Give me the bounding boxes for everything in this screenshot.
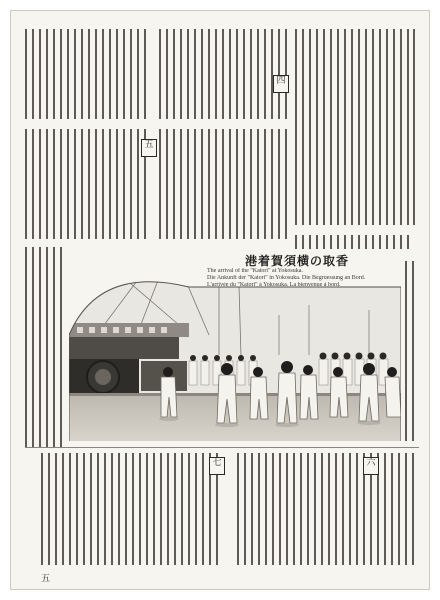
section-numeral: 七: [212, 458, 222, 468]
text-columns: [159, 129, 287, 239]
section-numeral: 五: [144, 140, 154, 150]
section-heading-six: [363, 457, 379, 475]
page-number: 五: [41, 574, 51, 584]
text-block-left-of-photo: [25, 247, 65, 447]
text-block-top-middle: [159, 29, 287, 119]
section-heading-four: [273, 75, 289, 93]
section-heading-five: [141, 139, 157, 157]
text-block-middle-center: [159, 129, 287, 239]
text-columns: [295, 29, 415, 227]
section-heading-seven: [209, 457, 225, 475]
magazine-page: [10, 10, 430, 590]
text-columns: [25, 29, 151, 119]
text-columns: [25, 247, 65, 447]
text-columns: [25, 129, 154, 239]
text-block-upper-left: [25, 29, 151, 119]
photo-illustration: [69, 265, 401, 441]
caption-english: The arrival of the "Katori" at Yokosuka.: [207, 268, 303, 274]
photo-divider: [25, 447, 419, 448]
text-block-right-of-photo: [405, 261, 419, 441]
text-block-top-right: [295, 29, 415, 227]
section-numeral: 六: [366, 458, 376, 468]
text-columns: [295, 235, 415, 251]
text-block-right-mid: [295, 235, 415, 251]
text-columns: [405, 261, 419, 441]
ship-arrival-photo: [69, 265, 401, 441]
section-numeral: 四: [276, 76, 286, 86]
caption-french: L'arrivée du "Katori" à Yokosuka. La bienvenue à bord.: [207, 282, 341, 288]
text-columns: [159, 29, 287, 119]
photo-title: 港着賀須横の取香: [244, 254, 349, 268]
caption-german: Die Ankunft der "Katori" in Yokosuka. Die Begruessung an Bord.: [207, 275, 366, 281]
text-block-middle-left: [25, 129, 154, 239]
